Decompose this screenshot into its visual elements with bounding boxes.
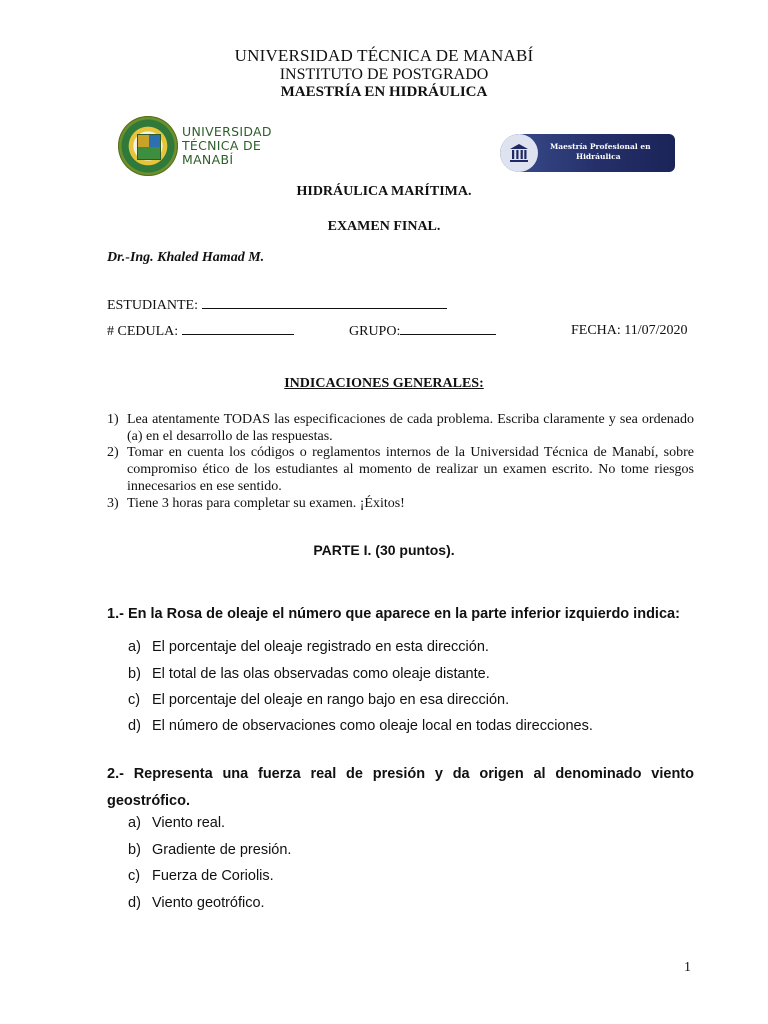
- professor-name: Dr.-Ing. Khaled Hamad M.: [107, 250, 265, 265]
- part-title: PARTE I. (30 puntos).: [313, 542, 455, 558]
- option-2b[interactable]: b) Gradiente de presión.: [128, 842, 292, 858]
- option-1b[interactable]: b) El total de las olas observadas como oleaje distante.: [128, 666, 490, 682]
- temple-icon: [509, 143, 529, 163]
- instruction-item: 3) Tiene 3 horas para completar su examen. ¡Éxitos!: [107, 496, 405, 511]
- option-1d[interactable]: d) El número de observaciones como oleaje local en todas direcciones.: [128, 718, 593, 734]
- student-field: [107, 297, 447, 314]
- date-value: 11/07/2020: [624, 323, 688, 338]
- grupo-field: [349, 323, 496, 340]
- question-2: 2.- Representa una fuerza real de presión y da origen al denominado viento geostrófico.: [107, 766, 694, 809]
- instruction-item: 1) Lea atentamente TODAS las especificaciones de cada problema. Escriba claramente y sea ordenado (a) en el desarrollo de las respuestas.: [107, 412, 694, 444]
- cedula-field: [107, 323, 294, 340]
- question-1: 1.- En la Rosa de oleaje el número que aparece en la parte inferior izquierdo indica:: [107, 606, 680, 622]
- cedula-blank[interactable]: [182, 323, 294, 335]
- date-field: [571, 323, 688, 339]
- institute-title: INSTITUTO DE POSTGRADO: [279, 66, 489, 83]
- option-2a[interactable]: a) Viento real.: [128, 815, 226, 831]
- exam-type: EXAMEN FINAL.: [327, 219, 441, 234]
- university-title: UNIVERSIDAD TÉCNICA DE MANABÍ: [234, 46, 534, 65]
- student-label: ESTUDIANTE:: [107, 298, 198, 313]
- masters-program-logo: [500, 134, 675, 172]
- subject-title: HIDRÁULICA MARÍTIMA.: [296, 184, 472, 199]
- option-1a[interactable]: a) El porcentaje del oleaje registrado en esta dirección.: [128, 639, 489, 655]
- instructions-title: INDICACIONES GENERALES:: [284, 376, 484, 391]
- student-blank[interactable]: [202, 297, 447, 309]
- instruction-item: 2) Tomar en cuenta los códigos o reglamentos internos de la Universidad Técnica de Manabí, sobre compromiso ético de los estudiantes al momento de realizar un examen escrito. No tome riesgos innecesarios en ese sentido.: [107, 445, 694, 494]
- university-logo-text: UNIVERSIDAD TÉCNICA DE MANABÍ: [182, 124, 272, 167]
- page-number: 1: [684, 960, 691, 975]
- option-2c[interactable]: c) Fuerza de Coriolis.: [128, 868, 274, 884]
- university-logo: [118, 116, 272, 178]
- option-1c[interactable]: c) El porcentaje del oleaje en rango bajo en esa dirección.: [128, 692, 510, 708]
- option-2d[interactable]: d) Viento geotrófico.: [128, 895, 265, 911]
- masters-logo-text: Maestría Profesional en Hidráulica: [550, 142, 651, 161]
- grupo-label: GRUPO:: [349, 324, 401, 339]
- university-seal-icon: [118, 116, 178, 176]
- cedula-label: # CEDULA:: [107, 324, 179, 339]
- program-title: MAESTRÍA EN HIDRÁULICA: [280, 84, 488, 100]
- date-label: FECHA:: [571, 323, 621, 338]
- grupo-blank[interactable]: [400, 323, 496, 335]
